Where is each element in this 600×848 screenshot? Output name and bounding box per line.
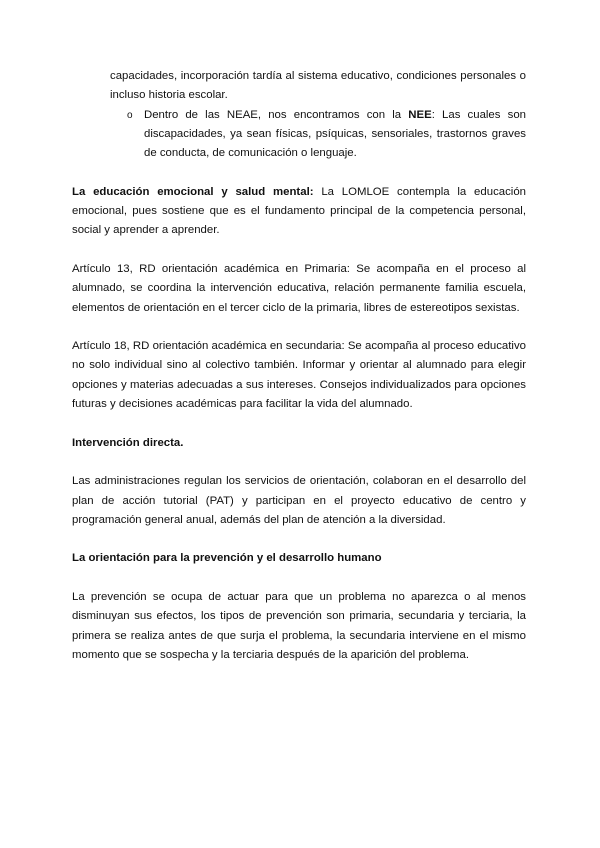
heading-direct-intervention — [72, 434, 526, 453]
bullet-text-post: : Las cuales son discapacidades, ya sean físicas, psíquicas, sensoriales, trastornos graves de conducta, de comunicación o lenguaje. — [144, 108, 526, 160]
continuation-paragraph: capacidades, incorporación tardía al sistema educativo, condiciones personales o incluso historia escolar. — [110, 70, 526, 102]
emotional-heading: La educación emocional y salud mental: — [72, 185, 314, 198]
heading-prevention — [72, 549, 526, 568]
prevention-paragraph: La prevención se ocupa de actuar para que un problema no aparezca o al menos disminuyan sus efectos, los tipos de prevención son primaria, secundaria y terciaria, la primera se realiza antes de que surja el problema, la secundaria interviene en el mismo momento que se sospecha y la terciaria después de la aparición del problema. — [72, 591, 526, 661]
bullet-text-pre: Dentro de las NEAE, nos encontramos con la — [144, 108, 409, 121]
article-18-paragraph: Artículo 18, RD orientación académica en secundaria: Se acompaña al proceso educativo no solo individual sino al colectivo también. Informar y orientar al alumnado para elegir opciones y materias adecuadas a sus intereses. Consejos individualizados para opciones futuras y decisiones académicas para facilitar la vida del alumnado. — [72, 340, 526, 411]
bullet-icon: o — [127, 109, 133, 121]
direct-intervention-paragraph: Las administraciones regulan los servicios de orientación, colaboran en el desarrollo del plan de acción tutorial (PAT) y participan en el proyecto educativo de centro y programación general anual, además del plan de atención a la diversidad. — [72, 475, 526, 526]
bullet-text-bold: NEE — [408, 108, 432, 121]
bullet-text — [144, 106, 526, 164]
emotional-paragraph — [72, 183, 526, 241]
heading-prevention-text: La orientación para la prevención y el desarrollo humano — [72, 552, 382, 565]
list-item-nee — [127, 106, 526, 164]
article-13-paragraph: Artículo 13, RD orientación académica en Primaria: Se acompaña en el proceso al alumnado, se coordina la intervención educativa, relación permanente familia escuela, elementos de orientación en el tercer ciclo de la primaria, libres de estereotipos sexistas. — [72, 262, 526, 314]
document-page — [72, 67, 526, 665]
emotional-text: La LOMLOE contempla la educación emocional, pues sostiene que es el fundamento principal de la competencia personal, social y aprender a aprender. — [72, 185, 526, 237]
heading-direct-text: Intervención directa. — [72, 436, 184, 449]
